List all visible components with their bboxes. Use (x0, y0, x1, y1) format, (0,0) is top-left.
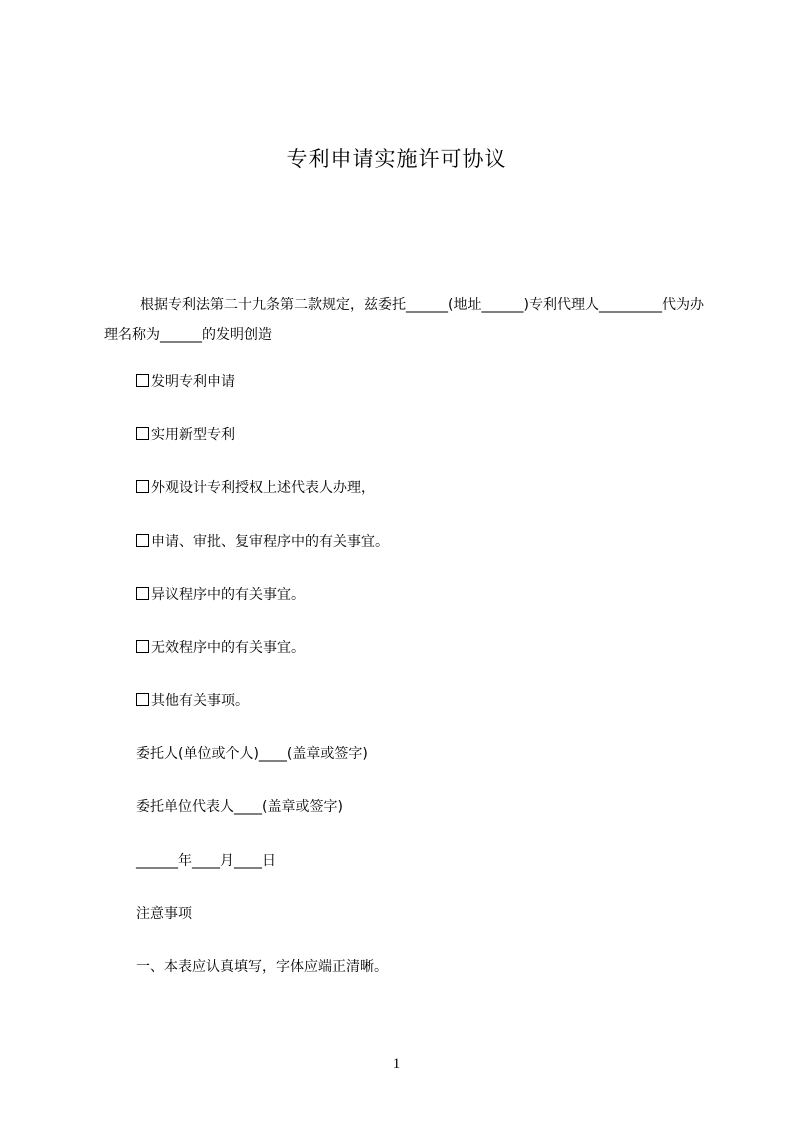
intro-paragraph: 根据专利法第二十九条第二款规定，兹委托______(地址______)专利代理人_________代为办理名称为______的发明创造 (104, 297, 704, 343)
note-item: 一、本表应认真填写，字体应端正清晰。 (136, 959, 388, 975)
checkbox-item-opposition (136, 585, 305, 605)
page-number: 1 (392, 1056, 401, 1072)
checkbox-item-application-review (136, 532, 389, 552)
checkbox[interactable] (136, 587, 149, 600)
representative-signature-line: 委托单位代表人____(盖章或签字) (136, 799, 343, 815)
checkbox-item-other (136, 691, 249, 711)
checkbox-label: 发明专利申请 (151, 374, 235, 390)
checkbox[interactable] (136, 480, 149, 493)
checkbox-item-invalidation (136, 638, 305, 658)
checkbox-label: 其他有关事项。 (151, 693, 249, 709)
checkbox-label: 异议程序中的有关事宜。 (151, 587, 305, 603)
date-line: ______年____月____日 (136, 853, 276, 869)
checkbox[interactable] (136, 374, 149, 387)
checkbox-item-invention (136, 372, 235, 392)
checkbox[interactable] (136, 427, 149, 440)
checkbox-item-design (136, 478, 375, 498)
checkbox-label: 实用新型专利 (151, 427, 235, 443)
document-title: 专利申请实施许可协议 (286, 147, 507, 171)
notes-heading: 注意事项 (136, 906, 192, 922)
checkbox-label: 无效程序中的有关事宜。 (151, 640, 305, 656)
checkbox[interactable] (136, 693, 149, 706)
checkbox[interactable] (136, 640, 149, 653)
checkbox-item-utility-model (136, 425, 235, 445)
checkbox[interactable] (136, 534, 149, 547)
principal-signature-line: 委托人(单位或个人)____(盖章或签字) (136, 746, 368, 762)
checkbox-label: 外观设计专利授权上述代表人办理， (151, 480, 375, 496)
checkbox-label: 申请、审批、复审程序中的有关事宜。 (151, 534, 389, 550)
